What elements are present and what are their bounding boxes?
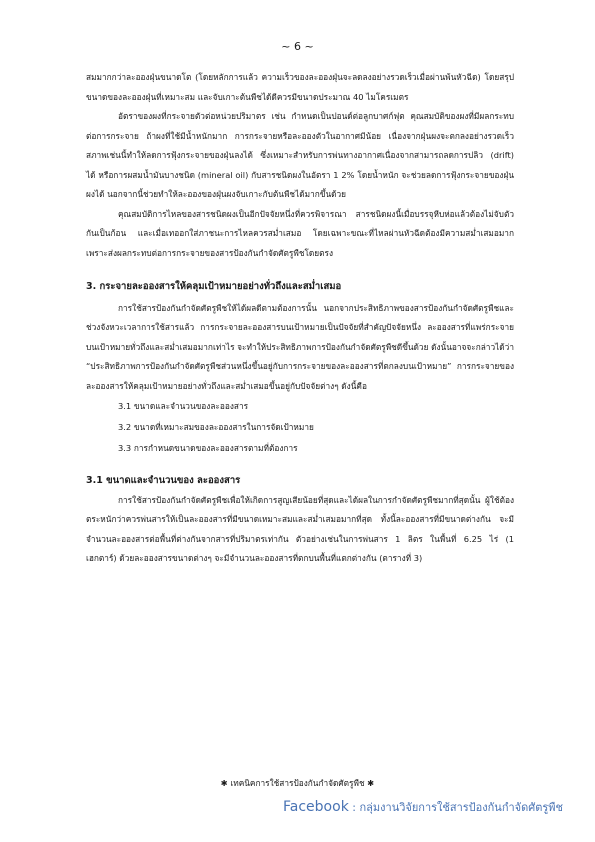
section-heading: 3. กระจายละอองสารให้คลุมเป้าหมายอย่างทั่วถึงและสม่ำเสมอ xyxy=(86,281,342,292)
page-number: ~ 6 ~ xyxy=(281,40,314,53)
facebook-group-name: กลุ่มงานวิจัยการใช้สารป้องกันกำจัดศัตรูพืช xyxy=(359,801,563,814)
body-paragraph: การใช้สารป้องกันกำจัดศัตรูพืชเพื่อให้เกิดการสูญเสียน้อยที่สุดและได้ผลในการกำจัดศัตรูพืชมากที่สุดนั้น ผู้ใช้ต้องตระหนักว่าควรพ่นสารให้เป็นละอองสารที่มีขนาดเหมาะสมและสม่ำเสมอมากที่สุด ทั้งนี้ละอองสารที่มีขนาดต่างกัน จะมีจำนวนละอองสารต่อพื้นที่ต่างกันจากสารที่ปริมาตรเท่ากัน ตัวอย่างเช่นในการพ่นสาร 1 ลิตร ในพื้นที่ 6.25 ไร่ (1 เฮกตาร์) ด้วยละอองสารขนาดต่างๆ จะมีจำนวนละอองสารที่ตกบนพื้นที่แตกต่างกัน (ตารางที่ 3) xyxy=(86,494,514,563)
body-paragraph: สมมากกว่าละอองฝุ่นขนาดโต (โดยหลักการแล้ว ความเร็วของละอองฝุ่นจะลดลงอย่างรวดเร็วเมื่อผ่านพ้นหัวฉีด) โดยสรุปขนาดของละอองฝุ่นที่เหมาะสม และจับเกาะต้นพืชได้ดีควรมีขนาดประมาณ 40 ไมโครเมตร xyxy=(86,72,514,102)
body-paragraph: การใช้สารป้องกันกำจัดศัตรูพืชให้ได้ผลดีตามต้องการนั้น นอกจากประสิทธิภาพของสารป้องกันกำจัดศัตรูพืชและช่วงจังหวะเวลาการใช้สารแล้ว การกระจายละอองสารบนเป้าหมายเป็นปัจจัยที่สำคัญปัจจัยหนึ่ง ละอองสารที่แพร่กระจายบนเป้าหมายทั่วถึงและสม่ำเสมอมากเท่าไร จะทำให้ประสิทธิภาพการป้องกันกำจัดศัตรูพืชดีขึ้นด้วย ดังนั้นอาจจะกล่าวได้ว่า “ประสิทธิภาพการป้องกันกำจัดศัตรูพืชส่วนหนึ่งขึ้นอยู่กับการกระจายของละอองสารที่ตกลงบนเป้าหมาย” การกระจายของละอองสารให้คลุมเป้าหมายอย่างทั่วถึงและสม่ำเสมอขึ้นอยู่กับปัจจัยต่างๆ ดังนี้คือ xyxy=(86,302,514,391)
facebook-label: Facebook xyxy=(283,799,349,815)
facebook-group-link[interactable] xyxy=(283,798,563,816)
subsection-heading: 3.1 ขนาดและจำนวนของ ละอองสาร xyxy=(86,475,241,486)
list-item: 3.3 การกำหนดขนาดของละอองสารตามที่ต้องการ xyxy=(118,443,298,453)
list-item: 3.2 ขนาดที่เหมาะสมของละอองสารในการจัดเป้าหมาย xyxy=(118,422,314,432)
page-body xyxy=(86,68,514,569)
body-paragraph: อัตราของผงที่กระจายตัวต่อหน่วยปริมาตร เช่น กำหนดเป็นปอนด์ต่อลูกบาศก์ฟุต คุณสมบัติของผงที่มีผลกระทบต่อการกระจาย ถ้าผงที่ใช้มีน้ำหนักมาก การกระจายหรือละอองตัวในอากาศมีน้อย เนื่องจากฝุ่นผงจะตกลงอย่างรวดเร็ว สภาพเช่นนี้ทำให้ลดการฟุ้งกระจายของฝุ่นลงได้ ซึ่งเหมาะสำหรับการพ่นทางอากาศเนื่องจากสามารถลดการปลิว (drift) ได้ หรือการผสมน้ำมันบางชนิด (mineral oil) กับสารชนิดผงในอัตรา 1 2% โดยน้ำหนัก จะช่วยลดการฟุ้งกระจายของฝุ่นผงได้ นอกจากนี้ช่วยทำให้ละอองของฝุ่นผงจับเกาะกับต้นพืชได้มากขึ้นด้วย xyxy=(86,111,514,199)
footer-caption: ✱ เทคนิคการใช้สารป้องกันกำจัดศัตรูพืช ✱ xyxy=(220,778,375,788)
list-item: 3.1 ขนาดและจำนวนของละอองสาร xyxy=(118,401,249,411)
body-paragraph: คุณสมบัติการไหลของสารชนิดผงเป็นอีกปัจจัยหนึ่งที่ควรพิจารณา สารชนิดผงนี้เมื่อบรรจุหีบห่อแล้วต้องไม่จับตัวกันเป็นก้อน และเมื่อเทออกใส่ภาชนะการไหลควรสม่ำเสมอ โดยเฉพาะขณะที่ไหลผ่านหัวฉีดต้องมีความสม่ำเสมอมาก เพราะส่งผลกระทบต่อการกระจายของสารป้องกันกำจัดศัตรูพืชโดยตรง xyxy=(86,208,514,258)
footer-separator: : xyxy=(348,801,360,814)
